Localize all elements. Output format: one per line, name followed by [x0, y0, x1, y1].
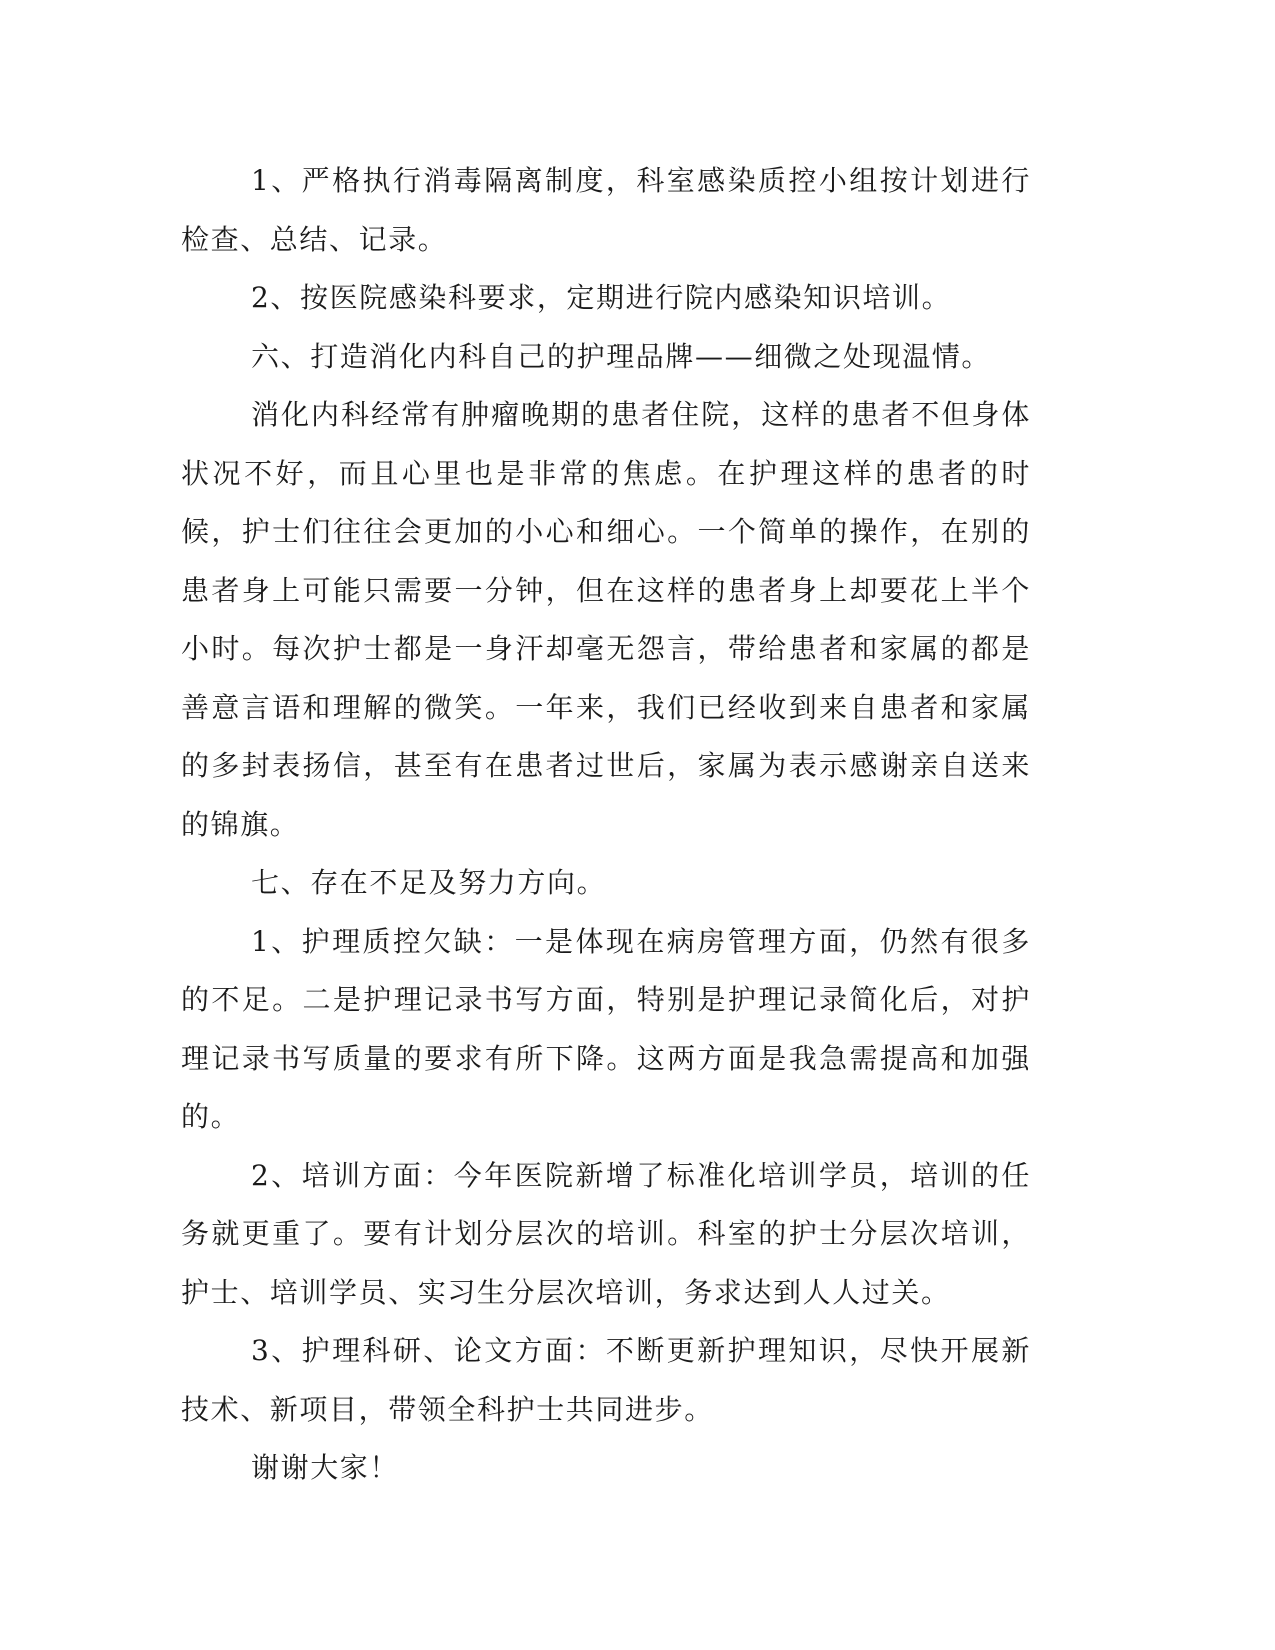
paragraph-training: 2、培训方面：今年医院新增了标准化培训学员，培训的任务就更重了。要有计划分层次的培训。科室的护士分层次培训，护士、培训学员、实习生分层次培训，务求达到人人过关。: [181, 1158, 1031, 1309]
paragraph-research: 3、护理科研、论文方面：不断更新护理知识，尽快开展新技术、新项目，带领全科护士共同进步。: [181, 1334, 1031, 1426]
paragraph-patient-care: 消化内科经常有肿瘤晚期的患者住院，这样的患者不但身体状况不好，而且心里也是非常的焦虑。在护理这样的患者的时候，护士们往往会更加的小心和细心。一个简单的操作，在别的患者身上可能只需要一分钟，但在这样的患者身上却要花上半个小时。每次护士都是一身汗却毫无怨言，带给患者和家属的都是善意言语和理解的微笑。一年来，我们已经收到来自患者和家属的多封表扬信，甚至有在患者过世后，家属为表示感谢亲自送来的锦旗。: [181, 398, 1031, 841]
paragraph-quality-control: 1、护理质控欠缺：一是体现在病房管理方面，仍然有很多的不足。二是护理记录书写方面，特别是护理记录简化后，对护理记录书写质量的要求有所下降。这两方面是我急需提高和加强的。: [181, 924, 1031, 1133]
document-body: [181, 152, 1031, 1498]
paragraph-disinfection: 1、严格执行消毒隔离制度，科室感染质控小组按计划进行检查、总结、记录。: [181, 164, 1031, 256]
section-heading-seven: 七、存在不足及努力方向。: [251, 866, 607, 899]
paragraph-infection-training: 2、按医院感染科要求，定期进行院内感染知识培训。: [251, 281, 952, 314]
closing-thanks: 谢谢大家！: [251, 1451, 400, 1484]
section-heading-six: 六、打造消化内科自己的护理品牌——细微之处现温情。: [251, 339, 992, 373]
